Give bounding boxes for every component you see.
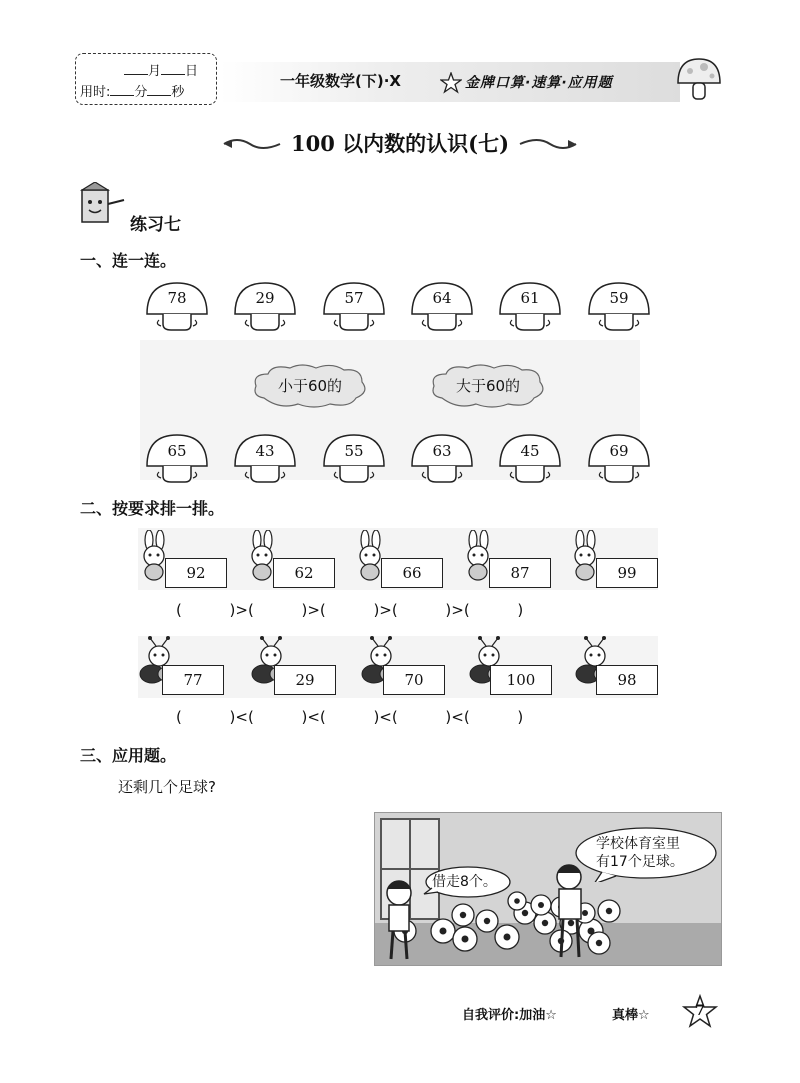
- word-problem-question: 还剩几个足球?: [118, 778, 216, 796]
- mushroom-number: 45: [498, 432, 568, 492]
- mushroom-icon: [322, 432, 392, 492]
- mushroom-number: 65: [145, 432, 215, 492]
- pencil-mascot-icon: [78, 182, 128, 230]
- mushroom-number: 78: [145, 280, 215, 340]
- page-number: 7: [695, 1003, 705, 1019]
- section3-title: 三、应用题。: [80, 746, 177, 765]
- mushroom-icon: [145, 432, 215, 492]
- mushroom-icon: [233, 432, 303, 492]
- mushroom-icon: [498, 432, 568, 492]
- section1-title: 一、连一连。: [80, 251, 177, 270]
- star-icon: [440, 72, 462, 94]
- number-card: 29: [274, 665, 336, 695]
- mushroom-icon: [587, 432, 657, 492]
- mushroom-number: 55: [322, 432, 392, 492]
- number-card: 77: [162, 665, 224, 695]
- compare-greater-row[interactable]: ( )>( )>( )>( )>( ): [176, 601, 524, 619]
- mushroom-number: 43: [233, 432, 303, 492]
- mushroom-number: 29: [233, 280, 303, 340]
- mushroom-icon: [410, 432, 480, 492]
- time-line: 用时: 分 秒: [80, 85, 185, 100]
- grade-title: 一年级数学(下)·X: [280, 72, 401, 90]
- time-record-box: [75, 53, 217, 105]
- title-swirl-right-icon: [518, 136, 578, 152]
- mushroom-number: 63: [410, 432, 480, 492]
- mushroom-number: 69: [587, 432, 657, 492]
- number-card: 70: [383, 665, 445, 695]
- mushroom-number: 57: [322, 280, 392, 340]
- great-rating-label: 真棒☆: [612, 1008, 650, 1023]
- series-title: 金牌口算·速算·应用题: [465, 75, 613, 91]
- section2-title: 二、按要求排一排。: [80, 499, 225, 518]
- mushroom-number: 59: [587, 280, 657, 340]
- number-card: 66: [381, 558, 443, 588]
- date-line: 月 日: [124, 60, 198, 79]
- mushroom-logo-icon: [674, 55, 724, 103]
- mushroom-number: 61: [498, 280, 568, 340]
- number-card: 100: [490, 665, 552, 695]
- mushroom-number: 64: [410, 280, 480, 340]
- number-card: 62: [273, 558, 335, 588]
- number-card: 92: [165, 558, 227, 588]
- page-title: 100 以内数的认识(七): [290, 131, 510, 156]
- compare-less-row[interactable]: ( )<( )<( )<( )<( ): [176, 708, 524, 726]
- speech-bubble-right: 学校体育室里 有17个足球。: [572, 826, 720, 882]
- cloud-greater-than-60[interactable]: 大于60的: [428, 362, 548, 408]
- self-evaluation-label: 自我评价:加油☆: [462, 1008, 557, 1023]
- number-card: 98: [596, 665, 658, 695]
- speech-bubble-left: 借走8个。: [422, 864, 512, 900]
- number-card: 87: [489, 558, 551, 588]
- number-card: 99: [596, 558, 658, 588]
- cloud-less-than-60[interactable]: 小于60的: [250, 362, 370, 408]
- exercise-title: 练习七: [130, 215, 181, 235]
